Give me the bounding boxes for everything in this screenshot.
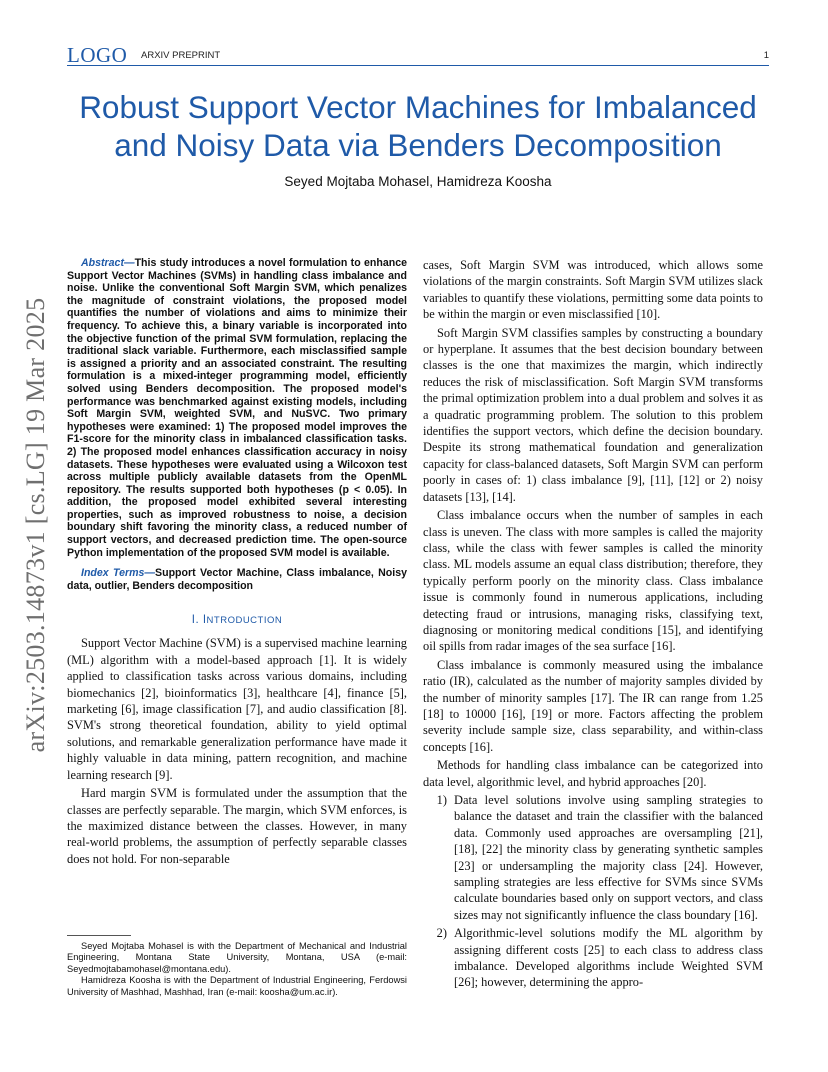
body-paragraph: Class imbalance occurs when the number of samples in each class is uneven. The class with more samples is called the majority class, while the class with fewer samples is called the minority class. ML models assume an equal class distribution; therefore, they typically perform poorly on the minority class. Class imbalance issue is commonly found in numerous applications, including detecting fraud or intrusions, managing risks, classifying text, diagnosing or monitoring medical conditions [15], and identifying oil spills from radar images of the sea surface [16]. xyxy=(423,508,763,654)
body-paragraph: Class imbalance is commonly measured using the imbalance ratio (IR), calculated as the number of majority samples divided by the number of minority samples [17]. The IR can range from 1.25 [18] to 10000 [16], [19] or more. Factors affecting the problem severity include sample size, class separability, and within-class concepts [16]. xyxy=(423,657,763,754)
footnote-author-1: Seyed Mojtaba Mohasel is with the Department of Mechanical and Industrial Engineering, Montana State University, Montana, USA (e-mail: Seyedmojtabamohasel@montana.edu). xyxy=(67,941,407,974)
body-paragraph: Support Vector Machine (SVM) is a supervised machine learning (ML) algorithm with a model-based approach [1]. It is widely applied to classification tasks across various domains, including biomechanics [2], bioinformatics [3], healthcare [4], finance [5], marketing [6], image classification [7], and audio classification [8]. SVM's strong theoretical foundation, ability to yield optimal solutions, and remarkable generalization performance have made it highly valuable in data mining, pattern recognition, and machine learning research [9]. xyxy=(67,636,407,782)
body-paragraph: cases, Soft Margin SVM was introduced, which allows some violations of the margin constraints. Soft Margin SVM utilizes slack variables to quantify these violations, permitting some data points to be within the margin or even misclassified [10]. xyxy=(423,258,763,322)
abstract xyxy=(67,257,407,559)
section-numeral: I. xyxy=(191,614,203,627)
footnote-author-2: Hamidreza Koosha is with the Department of Industrial Engineering, Ferdowsi University of Mashhad, Mashhad, Iran (e-mail: koosha@um.ac.ir). xyxy=(67,975,407,997)
header-rule xyxy=(67,65,769,66)
abstract-text: This study introduces a novel formulation to enhance Support Vector Machines (SVMs) in handling class imbalance and noise. Unlike the conventional Soft Margin SVM, which penalizes the magnitude of constraint violations, the proposed model quantifies the number of violations and aims to minimize their frequency. To achieve this, a binary variable is incorporated into the objective function of the primal SVM formulation, replacing the traditional slack variable. Furthermore, each misclassified sample is assigned a priority and an associated constraint. The resulting formulation is a mixed-integer programming model, efficiently solved using Benders decomposition. The proposed model's performance was benchmarked against existing models, including Soft Margin SVM, weighted SVM, and NuSVC. Two primary hypotheses were examined: 1) The proposed model improves the F1-score for the minority class in imbalanced classification tasks. 2) The proposed model enhances classification accuracy in noisy datasets. These hypotheses were evaluated using a Wilcoxon test across multiple publicly available datasets from the OpenML repository. The results supported both hypotheses (p < 0.05). In addition, the proposed model exhibited several interesting properties, such as improved robustness to noise, a decision boundary shift favoring the minority class, a reduced number of support vectors, and decreased prediction time. The open-source Python implementation of the proposed SVM model is available. xyxy=(67,257,407,559)
arxiv-identifier[interactable]: arXiv:2503.14873v1 [cs.LG] 19 Mar 2025 xyxy=(21,297,50,752)
index-terms-text: Support Vector Machine, Class imbalance, Noisy data, outlier, Benders decomposition xyxy=(67,567,407,592)
list-item-number: 1) xyxy=(436,793,447,807)
journal-logo: LOGO xyxy=(67,43,128,67)
page-number: 1 xyxy=(763,50,769,61)
body-paragraph: Hard margin SVM is formulated under the assumption that the classes are perfectly separable. The margin, which SVM enforces, is the maximized distance between the classes. However, in many real-world problems, the assumption of perfectly separable classes does not hold. For non-separable xyxy=(67,786,407,866)
index-terms-label: Index Terms— xyxy=(81,567,156,580)
section-heading-introduction xyxy=(67,614,407,626)
body-paragraph: Soft Margin SVM classifies samples by constructing a boundary or hyperplane. It assumes that the best decision boundary between classes is the one that maximizes the margin, which indirectly reduces the risk of misclassification. Soft Margin SVM transforms the primal optimization problem into a dual problem and solves it as a quadratic programming problem. The solution to this problem identifies the support vectors, which define the decision boundary. Despite its strong mathematical foundation and generalization capacity for class-balanced datasets, Soft Margin SVM can perform poorly in cases of: 1) class imbalance [9], [11], [12] or 2) noisy datasets [13], [14]. xyxy=(423,325,763,504)
abstract-label: Abstract— xyxy=(81,257,135,269)
section-title-rest: NTRODUCTION xyxy=(206,615,283,627)
author-list: Seyed Mojtaba Mohasel, Hamidreza Koosha xyxy=(284,174,552,189)
list-item xyxy=(423,792,763,923)
footnotes xyxy=(67,941,407,998)
method-list xyxy=(423,792,763,991)
paper-title: Robust Support Vector Machines for Imbalanced and Noisy Data via Benders Decomposition xyxy=(79,89,757,163)
index-terms xyxy=(67,567,407,592)
left-column xyxy=(67,257,407,869)
header-label: ARXIV PREPRINT xyxy=(141,50,221,61)
section-title-initial: I xyxy=(202,614,207,627)
arxiv-sidebar xyxy=(18,287,54,762)
footnote-divider xyxy=(67,935,131,936)
list-item-number: 2) xyxy=(436,926,447,941)
list-item xyxy=(423,925,763,991)
body-paragraph: Methods for handling class imbalance can be categorized into data level, algorithmic level, and hybrid approaches [20]. xyxy=(423,758,763,789)
list-item-text: Algorithmic-level solutions modify the ML algorithm by assigning different costs [25] to each class to address class imbalance. Developed algorithms include Weighted SVM [26]; however, determining the appro- xyxy=(454,926,763,990)
right-column xyxy=(423,257,763,993)
list-item-text: Data level solutions involve using sampling strategies to balance the dataset and train the classifier with the balanced data. Commonly used approaches are oversampling [21], [18], [22] the minority class by generating synthetic samples [23] or undersampling the majority class [24]. However, sampling strategies are less effective for SVMs since SVMs calculate boundaries based only on support vectors, and class sizes may not significantly influence the class boundary [16]. xyxy=(454,793,763,922)
